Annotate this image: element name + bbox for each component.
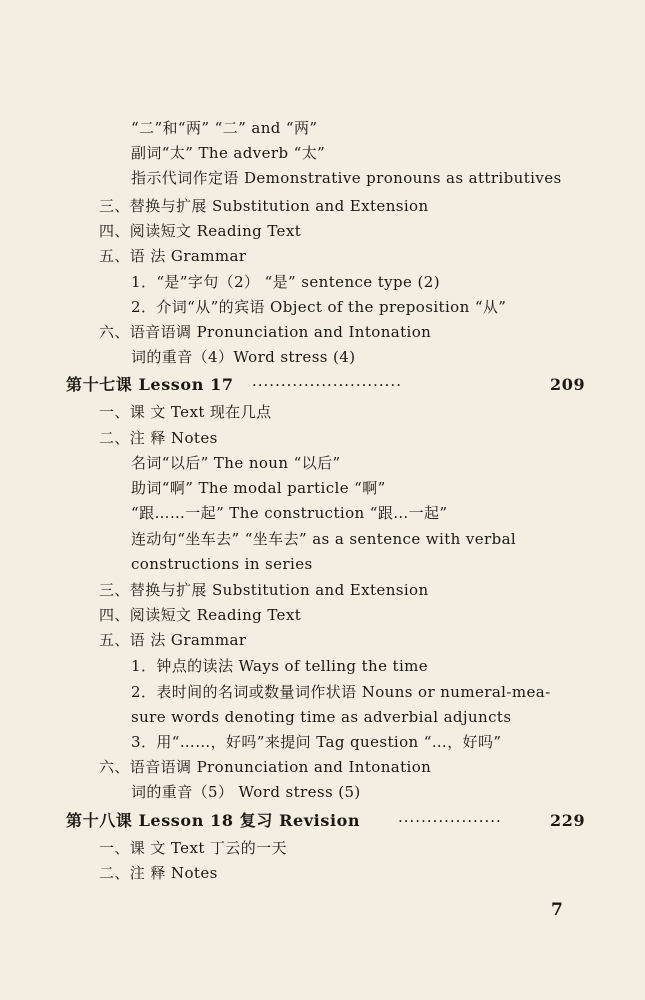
toc-section: 六、语音语调 Pronunciation and Intonation: [99, 758, 432, 776]
toc-section: 二、注 释 Notes: [99, 429, 218, 447]
toc-section: 一、课 文 Text 丁云的一天: [99, 839, 287, 857]
toc-entry: 连动句“坐车去” “坐车去” as a sentence with verbal: [131, 530, 517, 548]
toc-section: 三、替换与扩展 Substitution and Extension: [99, 197, 429, 215]
toc-section: 四、阅读短文 Reading Text: [99, 606, 302, 624]
toc-entry: sure words denoting time as adverbial adjuncts: [131, 708, 512, 726]
toc-entry: 词的重音（5） Word stress (5): [131, 783, 361, 801]
toc-section: 五、语 法 Grammar: [99, 631, 247, 649]
toc-entry: 2．介词“从”的宾语 Object of the preposition “从”: [131, 298, 507, 316]
lesson-17-page: 209: [550, 375, 586, 394]
toc-entry: 1．钟点的读法 Ways of telling the time: [131, 657, 429, 675]
toc-entry: 3．用“……，好吗”来提问 Tag question “…，好吗”: [131, 733, 502, 751]
toc-entry: constructions in series: [131, 555, 313, 573]
leader-dots: ··························: [252, 376, 402, 394]
toc-section: 五、语 法 Grammar: [99, 247, 247, 265]
toc-section: 六、语音语调 Pronunciation and Intonation: [99, 323, 432, 341]
toc-entry: 助词“啊” The modal particle “啊”: [131, 479, 386, 497]
toc-entry: 1．“是”字句（2） “是” sentence type (2): [131, 273, 440, 291]
toc-entry: “跟……一起” The construction “跟…一起”: [131, 504, 448, 522]
toc-entry: 指示代词作定语 Demonstrative pronouns as attributives: [131, 169, 562, 187]
leader-dots: ··················: [398, 812, 502, 830]
toc-entry: 2．表时间的名词或数量词作状语 Nouns or numeral-mea-: [131, 683, 551, 701]
lesson-17-title: 第十七课 Lesson 17: [66, 375, 234, 394]
toc-section: 四、阅读短文 Reading Text: [99, 222, 302, 240]
toc-entry: 副词“太” The adverb “太”: [131, 144, 326, 162]
toc-entry: 词的重音（4）Word stress (4): [131, 348, 356, 366]
toc-section: 一、课 文 Text 现在几点: [99, 403, 272, 421]
toc-entry: 名词“以后” The noun “以后”: [131, 454, 341, 472]
lesson-18-title: 第十八课 Lesson 18 复习 Revision: [66, 811, 361, 830]
lesson-18-page: 229: [550, 811, 586, 830]
page-number: 7: [551, 900, 563, 920]
toc-section: 二、注 释 Notes: [99, 864, 218, 882]
toc-entry: “二”和“两” “二” and “两”: [131, 119, 318, 137]
toc-section: 三、替换与扩展 Substitution and Extension: [99, 581, 429, 599]
